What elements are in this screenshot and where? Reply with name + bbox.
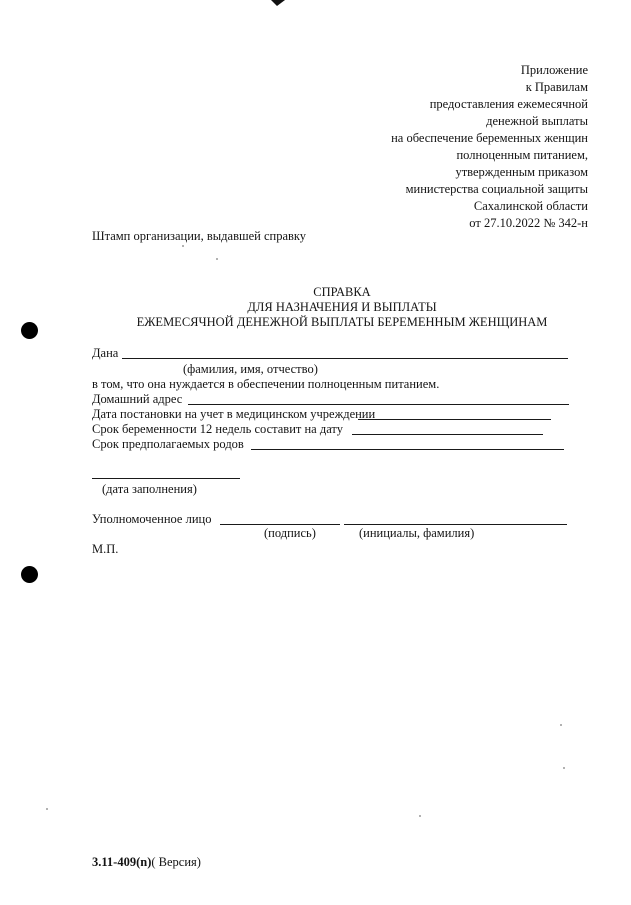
home-address-field[interactable] — [188, 404, 569, 405]
registration-date-label: Дата постановки на учет в медицинском учреждении — [92, 407, 376, 421]
name-hint: (фамилия, имя, отчество) — [183, 362, 318, 376]
scan-mark-icon — [271, 0, 285, 6]
fill-date-field[interactable] — [92, 478, 240, 479]
appendix-line: от 27.10.2022 № 342-н — [469, 216, 588, 230]
stamp-label: Штамп организации, выдавшей справку — [92, 229, 307, 243]
home-address-label: Домашний адрес — [92, 392, 183, 406]
appendix-line: Приложение — [520, 63, 588, 77]
scan-speck — [182, 245, 184, 247]
initials-hint: (инициалы, фамилия) — [359, 526, 475, 540]
issued-to-label: Дана — [92, 346, 119, 360]
scan-speck — [563, 767, 565, 769]
issued-to-field[interactable] — [122, 358, 568, 359]
scan-speck — [419, 815, 421, 817]
due-date-field[interactable] — [251, 449, 564, 450]
seal-label: М.П. — [92, 542, 119, 556]
appendix-line: к Правилам — [525, 80, 588, 94]
registration-date-field[interactable] — [358, 419, 551, 420]
appendix-line: Сахалинской области — [473, 199, 588, 213]
appendix-line: денежной выплаты — [486, 114, 588, 128]
appendix-line: предоставления ежемесячной — [429, 97, 588, 111]
document-subtitle-line1: ДЛЯ НАЗНАЧЕНИЯ И ВЫПЛАТЫ — [247, 300, 437, 314]
appendix-line: утвержденным приказом — [455, 165, 588, 179]
appendix-block — [391, 62, 588, 232]
scan-speck — [216, 258, 218, 260]
scan-speck — [46, 808, 48, 810]
statement-text: в том, что она нуждается в обеспечении полноценным питанием. — [92, 377, 440, 391]
fill-date-hint: (дата заполнения) — [102, 482, 197, 496]
punch-hole-lower — [21, 566, 38, 583]
authorized-person-label: Уполномоченное лицо — [92, 512, 212, 526]
appendix-line: на обеспечение беременных женщин — [391, 131, 588, 145]
week12-label: Срок беременности 12 недель составит на дату — [92, 422, 343, 436]
appendix-line: министерства социальной защиты — [405, 182, 588, 196]
due-date-label: Срок предполагаемых родов — [92, 437, 244, 451]
week12-date-field[interactable] — [352, 434, 543, 435]
scan-speck — [560, 724, 562, 726]
form-code — [92, 854, 201, 870]
form-code-number: 3.11-409(n) — [92, 855, 152, 869]
form-code-version: ( Версия) — [151, 855, 201, 869]
document-title: СПРАВКА — [313, 285, 371, 299]
document-subtitle-line2: ЕЖЕМЕСЯЧНОЙ ДЕНЕЖНОЙ ВЫПЛАТЫ БЕРЕМЕННЫМ ЖЕНЩИНАМ — [136, 315, 548, 329]
signature-hint: (подпись) — [264, 526, 316, 540]
appendix-line: полноценным питанием, — [456, 148, 588, 162]
